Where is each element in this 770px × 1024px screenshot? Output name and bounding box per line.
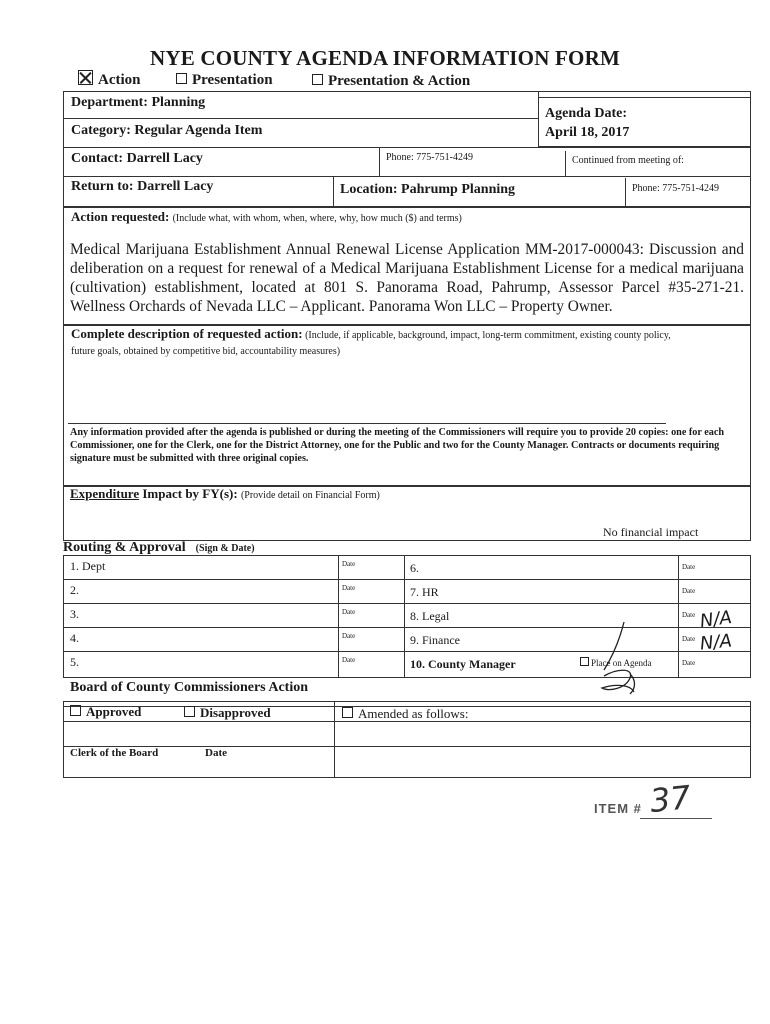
empty-box-icon: [70, 705, 81, 716]
presentation-checkbox[interactable]: Presentation: [176, 72, 273, 89]
date-label: Date: [342, 584, 356, 592]
complete-description-hint: (Include, if applicable, background, impact, long-term commitment, existing county policy,: [305, 330, 671, 341]
checked-box-icon: [78, 70, 93, 85]
action-requested-hint: (Include what, with whom, when, where, why, how much ($) and terms): [172, 213, 462, 224]
agenda-date-label: Agenda Date:: [545, 106, 628, 121]
date-label: Date: [682, 659, 696, 667]
continued-from-field: Continued from meeting of:: [572, 155, 684, 166]
item-number-handwritten: 37: [648, 777, 693, 821]
category-field: Category: Regular Agenda Item: [71, 123, 263, 138]
location-field: Location: Pahrump Planning: [340, 182, 516, 197]
date-label: Date: [342, 632, 356, 640]
empty-box-icon: [184, 706, 195, 717]
copies-note: Any information provided after the agenda is published or during the meeting of the Commissioners will require you to provide 20 copies: one for each Commissioner, one for the Clerk, one for the District Attorney, one for the Public and two for the County Manager. Contracts or documents requiring signature must be submitted with three original copies.: [70, 427, 725, 464]
routing-hint: (Sign & Date): [195, 543, 255, 554]
item-label: ITEM #: [594, 801, 642, 816]
location-phone: Phone: 775-751-4249: [632, 183, 719, 194]
agenda-date-value: April 18, 2017: [545, 125, 630, 140]
complete-description-label: Complete description of requested action:: [71, 326, 303, 341]
action-requested-label: Action requested:: [71, 209, 170, 224]
date-label: Date: [682, 635, 696, 643]
finance-na-handwriting: N/A: [698, 630, 733, 655]
routing-step: 7. HR: [410, 585, 439, 599]
return-to-field: Return to: Darrell Lacy: [71, 179, 214, 194]
action-checkbox[interactable]: Action: [78, 70, 141, 89]
routing-label: Routing & Approval: [63, 540, 186, 555]
clerk-date-label: Date: [205, 747, 227, 759]
board-action-label: Board of County Commissioners Action: [70, 680, 309, 695]
routing-step: 1. Dept: [70, 559, 106, 573]
amended-checkbox[interactable]: Amended as follows:: [342, 706, 468, 722]
county-manager-signature: [590, 618, 660, 698]
routing-step: 4.: [70, 631, 79, 645]
date-label: Date: [682, 563, 696, 571]
presentation-action-checkbox[interactable]: Presentation & Action: [312, 73, 470, 90]
date-label: Date: [682, 587, 696, 595]
contact-field: Contact: Darrell Lacy: [71, 151, 203, 166]
routing-step: 6.: [410, 561, 419, 575]
department-field: Department: Planning: [71, 95, 206, 110]
routing-step: 10. County Manager: [410, 657, 516, 671]
routing-step: 5.: [70, 655, 79, 669]
date-label: Date: [342, 608, 356, 616]
empty-box-icon: [176, 73, 187, 84]
routing-step: 9. Finance: [410, 633, 460, 647]
routing-step: 2.: [70, 583, 79, 597]
contact-phone: Phone: 775-751-4249: [386, 152, 473, 163]
date-label: Date: [342, 656, 356, 664]
date-label: Date: [342, 560, 356, 568]
empty-box-icon: [342, 707, 353, 718]
expenditure-label: Expenditure: [70, 486, 140, 501]
action-requested-text: Medical Marijuana Establishment Annual Renewal License Application MM-2017-000043: Discussion and deliberation on a request for renewal of a Medical Marijuana Establishment License for a medical marijuana (cultivation) establishment, located at 801 S. Panorama Road, Pahrump, Assessor Parcel #35-271-21. Wellness Orchards of Nevada LLC – Applicant. Panorama Won LLC – Property Owner.: [70, 241, 744, 315]
empty-box-icon: [580, 657, 589, 666]
date-label: Date: [682, 611, 696, 619]
form-title: NYE COUNTY AGENDA INFORMATION FORM: [150, 46, 620, 70]
approved-checkbox[interactable]: Approved: [70, 704, 141, 720]
no-financial-impact: No financial impact: [603, 525, 699, 539]
expenditure-hint: (Provide detail on Financial Form): [240, 490, 380, 501]
disapproved-checkbox[interactable]: Disapproved: [184, 705, 271, 721]
place-on-agenda-checkbox[interactable]: Place on Agenda: [580, 657, 651, 668]
complete-description-hint-2: future goals, obtained by competitive bid, accountability measures): [71, 346, 341, 357]
empty-box-icon: [312, 74, 323, 85]
legal-na-handwriting: N/A: [698, 606, 734, 633]
routing-step: 3.: [70, 607, 79, 621]
clerk-of-board-label: Clerk of the Board: [70, 747, 159, 759]
routing-step: 8. Legal: [410, 609, 450, 623]
